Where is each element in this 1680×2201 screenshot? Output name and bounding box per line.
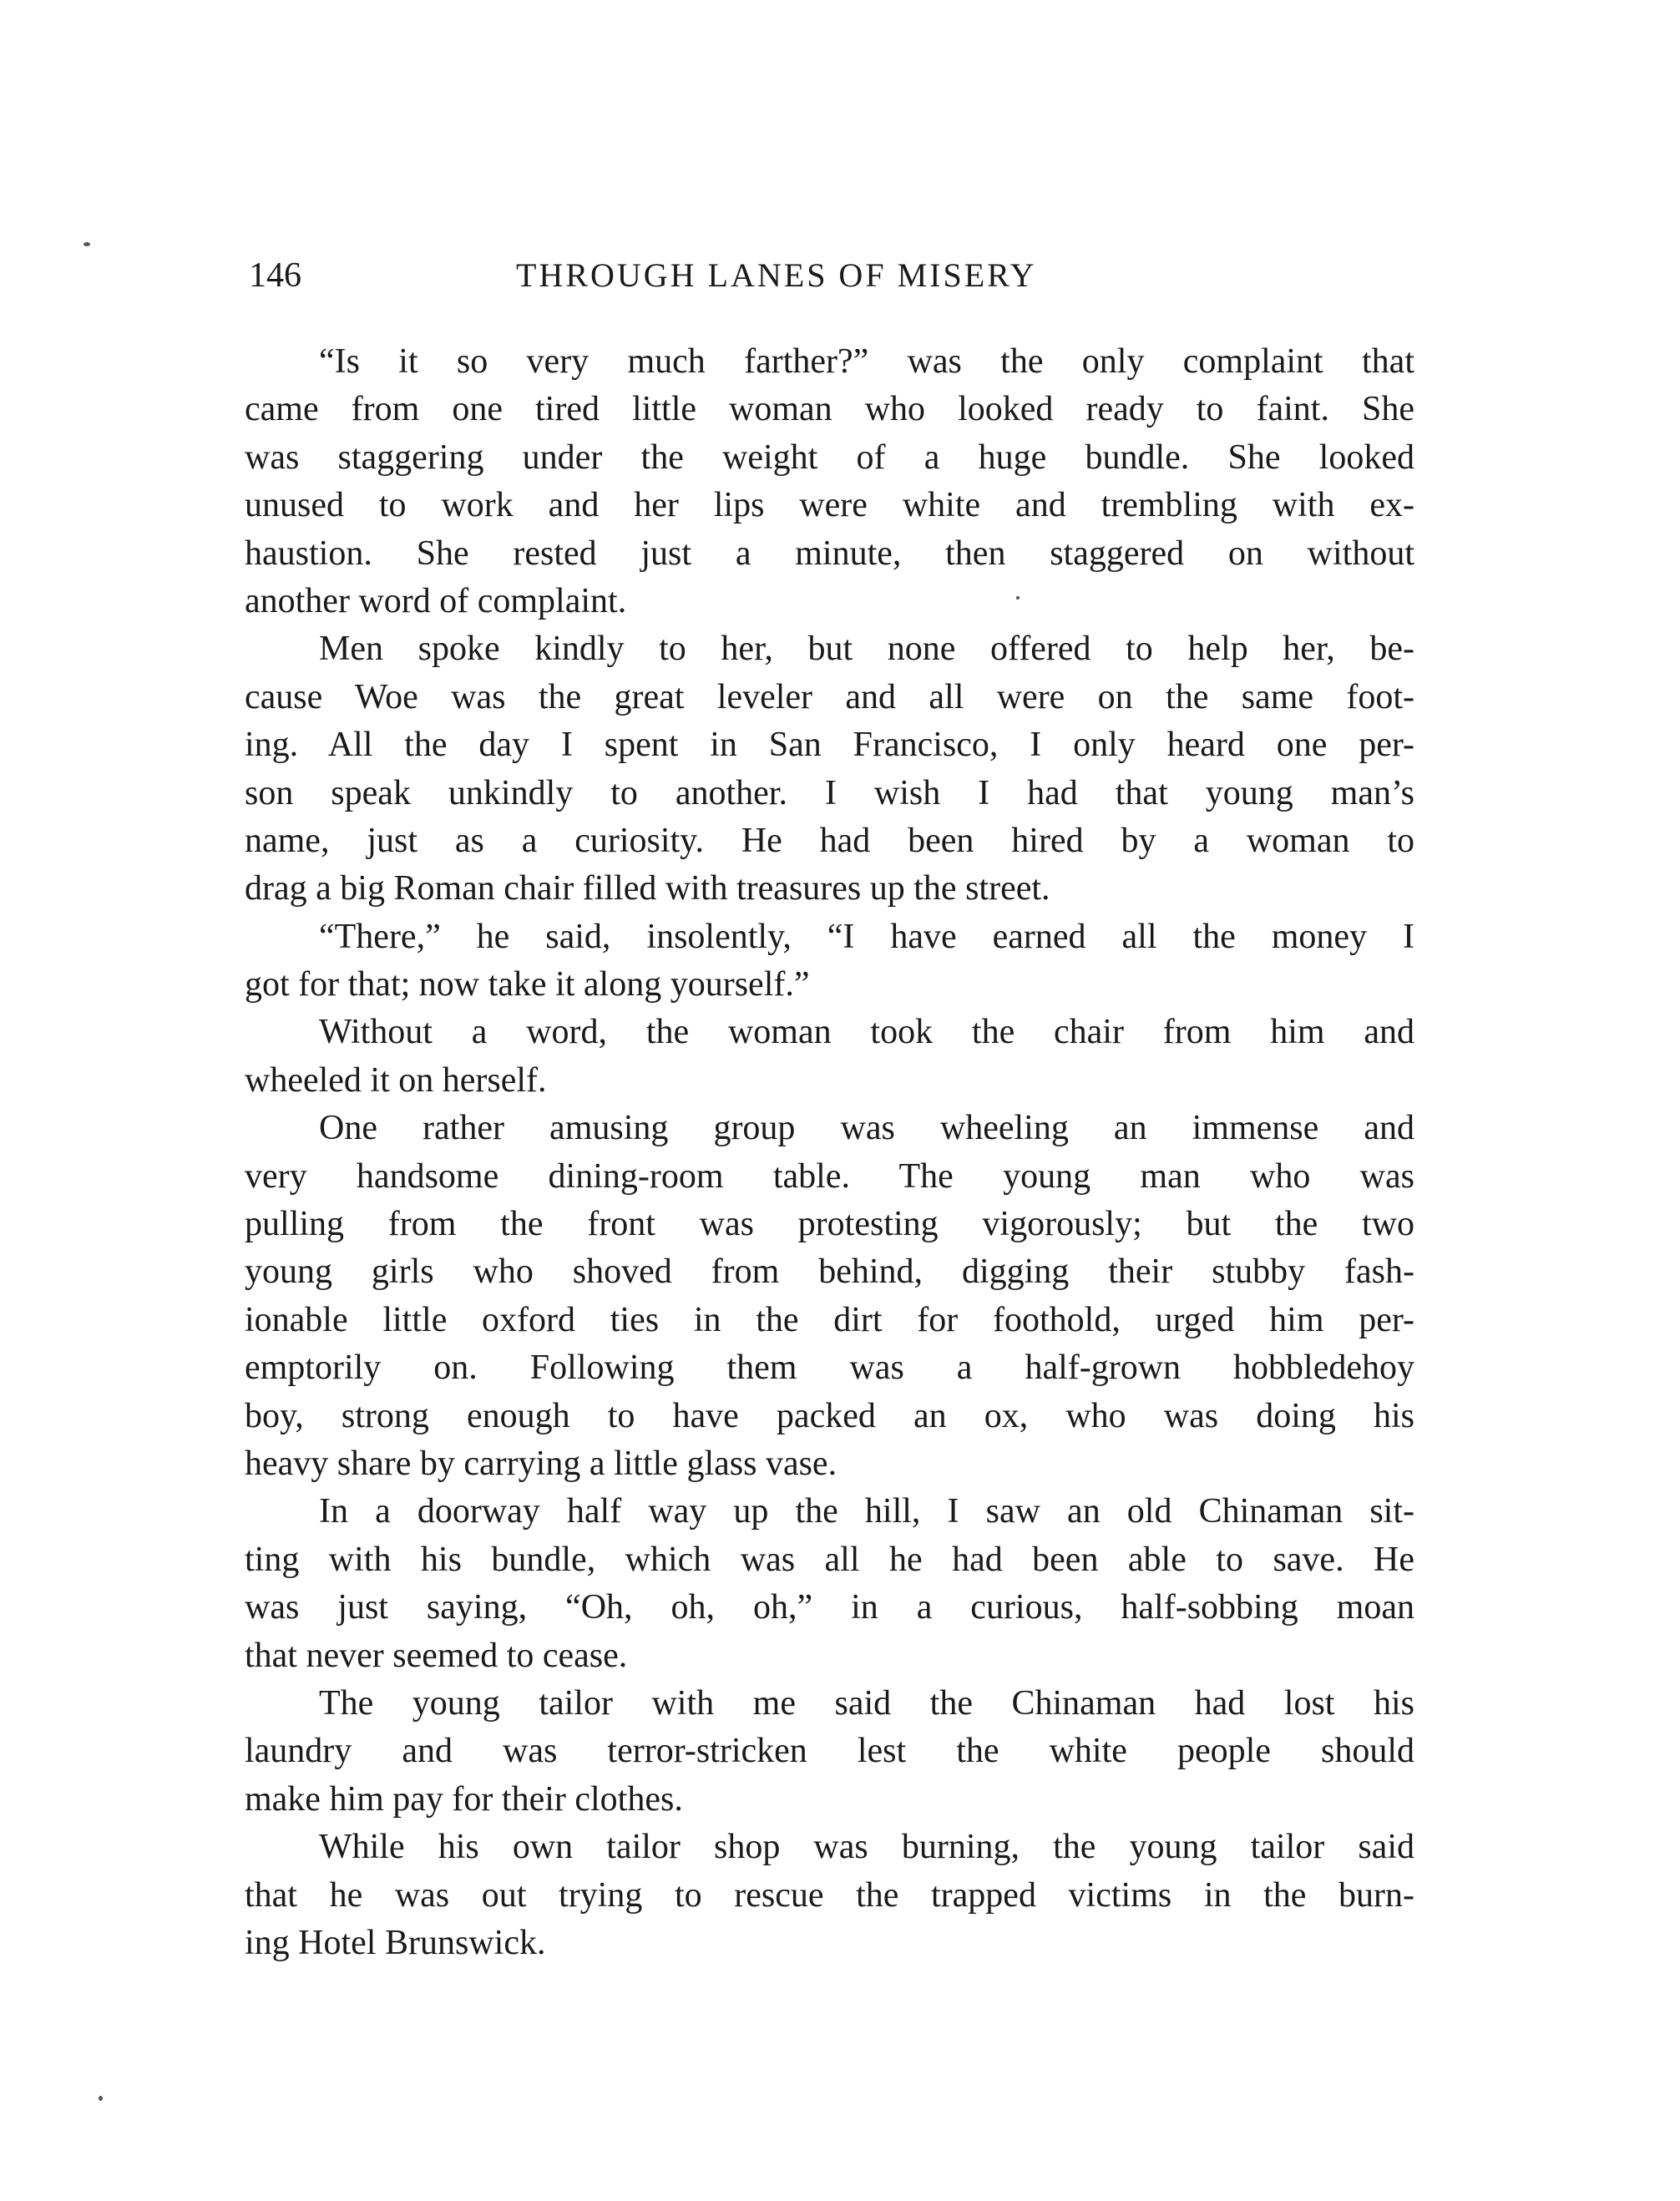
text-line: pulling from the front was protesting vigorously; but the two — [245, 1205, 1414, 1244]
text-line: “There,” he said, insolently, “I have earned all the money I — [319, 917, 1414, 956]
text-line: unused to work and her lips were white and trembling with ex- — [245, 486, 1414, 525]
paragraph — [245, 1824, 1414, 1967]
body-text — [245, 338, 1414, 1967]
paragraph — [245, 913, 1414, 1009]
text-line: name, just as a curiosity. He had been hired by a woman to — [245, 821, 1414, 860]
text-line: haustion. She rested just a minute, then staggered on without — [245, 534, 1414, 573]
text-line: heavy share by carrying a little glass vase. — [245, 1444, 837, 1483]
text-line: Without a word, the woman took the chair from him and — [319, 1013, 1414, 1052]
paragraph — [245, 1105, 1414, 1488]
text-line: that he was out trying to rescue the trapped victims in the burn- — [245, 1875, 1414, 1915]
paragraph — [245, 1488, 1414, 1680]
text-line: While his own tailor shop was burning, the young tailor said — [319, 1828, 1414, 1867]
text-line: ing Hotel Brunswick. — [245, 1923, 546, 1962]
text-line: drag a big Roman chair filled with treasures up the street. — [245, 869, 1050, 908]
scan-speck — [99, 2096, 103, 2101]
text-line: ionable little oxford ties in the dirt for foothold, urged him per- — [245, 1300, 1414, 1339]
paragraph — [245, 1680, 1414, 1824]
text-line: cause Woe was the great leveler and all were on the same foot- — [245, 677, 1414, 716]
page-number: 146 — [249, 256, 301, 295]
text-line: young girls who shoved from behind, digging their stubby fash- — [245, 1252, 1414, 1292]
text-line: laundry and was terror-stricken lest the white people should — [245, 1732, 1414, 1771]
text-line: very handsome dining-room table. The young man who was — [245, 1156, 1414, 1196]
paragraph — [245, 625, 1414, 913]
text-line: One rather amusing group was wheeling an immense and — [319, 1109, 1414, 1148]
text-line: emptorily on. Following them was a half-grown hobbledehoy — [245, 1348, 1414, 1388]
text-line: make him pay for their clothes. — [245, 1779, 683, 1819]
running-title: THROUGH LANES OF MISERY — [516, 256, 1037, 294]
text-line: that never seemed to cease. — [245, 1636, 628, 1675]
text-line: was just saying, “Oh, oh, oh,” in a curious, half-sobbing moan — [245, 1588, 1414, 1627]
paragraph — [245, 1009, 1414, 1105]
text-line: got for that; now take it along yourself.” — [245, 965, 810, 1004]
text-line: Men spoke kindly to her, but none offered to help her, be- — [319, 630, 1414, 669]
text-line: “Is it so very much farther?” was the only complaint that — [319, 342, 1414, 381]
text-line: son speak unkindly to another. I wish I had that young man’s — [245, 773, 1414, 812]
text-line: The young tailor with me said the Chinaman had lost his — [319, 1683, 1414, 1723]
paragraph — [245, 338, 1414, 625]
scan-speck — [83, 242, 90, 246]
text-line: came from one tired little woman who looked ready to faint. She — [245, 390, 1414, 429]
text-line: wheeled it on herself. — [245, 1060, 547, 1100]
text-line: ing. All the day I spent in San Francisco, I only heard one per- — [245, 726, 1414, 765]
text-line: another word of complaint. — [245, 581, 627, 620]
text-line: boy, strong enough to have packed an ox, who was doing his — [245, 1396, 1414, 1435]
text-line: In a doorway half way up the hill, I saw an old Chinaman sit- — [319, 1492, 1414, 1531]
running-head — [249, 250, 1418, 301]
scan-speck — [1016, 596, 1020, 600]
text-line: was staggering under the weight of a huge bundle. She looked — [245, 438, 1414, 477]
text-line: ting with his bundle, which was all he had been able to save. He — [245, 1540, 1414, 1579]
